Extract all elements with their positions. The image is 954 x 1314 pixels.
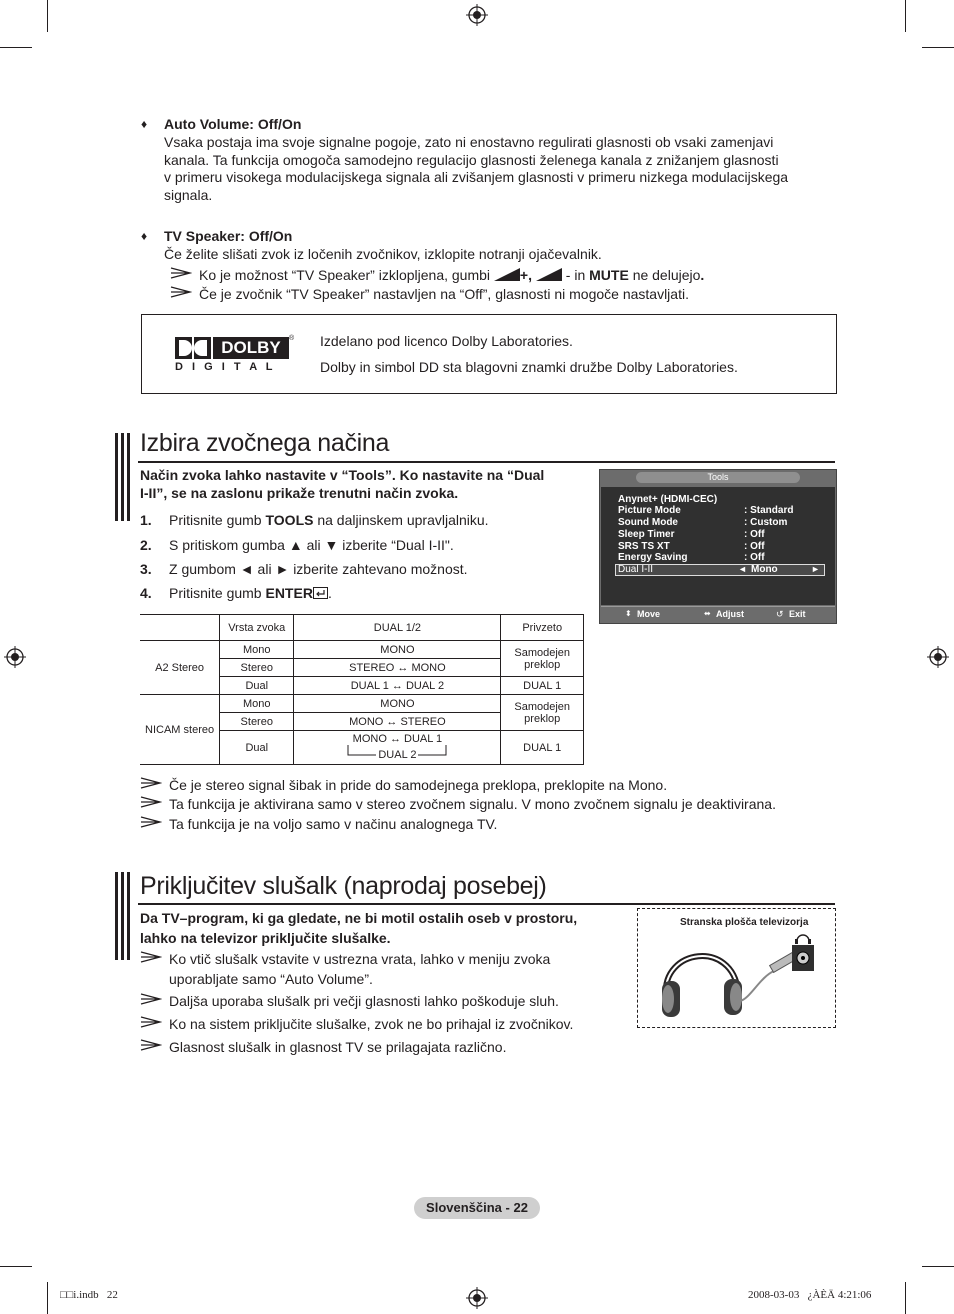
table-cell: A2 Stereo: [140, 641, 220, 695]
note-text: Ko je možnost “TV Speaker” izklopljena, gumbi: [199, 267, 491, 283]
note-text: .: [700, 267, 705, 283]
cycle-arrow-icon: [342, 733, 452, 763]
osd-right-arrow-icon: ►: [811, 564, 820, 574]
footer-timestamp: 2008-03-03 ¿ÀÈÄ 4:21:06: [748, 1289, 872, 1301]
osd-item[interactable]: Energy Saving: [618, 552, 688, 563]
table-header: Privzeto: [501, 615, 584, 641]
section2-note: Daljša uporaba slušalk pri večji glasnosti lahko poškoduje sluh.: [169, 993, 559, 1009]
note-arrow-icon: [140, 1016, 162, 1028]
osd-item-value: : Custom: [744, 517, 788, 528]
dolby-registered: ®: [289, 335, 295, 342]
note-arrow-icon: [170, 267, 192, 279]
crop-mark: [905, 0, 906, 32]
auto-volume-line: signala.: [164, 187, 213, 203]
table-cell: STEREO ↔ MONO: [294, 659, 501, 677]
tv-speaker-line: Če želite slišati zvok iz ločenih zvočnikov, izklopite notranji ojačevalnik.: [164, 246, 602, 262]
figure-label: Stranska plošča televizorja: [680, 917, 809, 928]
tools-key-label: TOOLS: [265, 512, 314, 528]
volume-up-icon: [494, 268, 520, 281]
dolby-line-2: Dolby in simbol DD sta blagovni znamki družbe Dolby Laboratories.: [320, 359, 738, 375]
dolby-digital-word: D I G I T A L: [175, 361, 276, 373]
osd-left-arrow-icon: ◄: [738, 564, 747, 574]
section1-intro: Način zvoka lahko nastavite v “Tools”. Ko nastavite na “Dual: [140, 467, 545, 483]
table-cell: DUAL 1 ↔ DUAL 2: [294, 677, 501, 695]
volume-down-icon: [536, 268, 562, 281]
osd-footer-move: Move: [637, 609, 661, 619]
heading-bar: [127, 872, 130, 960]
heading-bar: [127, 433, 130, 521]
dolby-word: DOLBY: [213, 337, 289, 359]
osd-item[interactable]: Sound Mode: [618, 517, 678, 528]
note-arrow-icon: [140, 816, 162, 828]
step-number: 2.: [140, 537, 152, 553]
osd-footer-exit: Exit: [789, 609, 806, 619]
table-cell: NICAM stereo: [140, 695, 220, 765]
enter-key-label: ENTER: [265, 585, 313, 601]
auto-volume-line: Vsaka postaja ima svoje signalne pogoje, zato ni enostavno regulirati glasnosti ob vsaki zamenjavi: [164, 134, 774, 150]
note-arrow-icon: [140, 993, 162, 1005]
osd-item-value: : Off: [744, 541, 765, 552]
table-header: DUAL 1/2: [294, 615, 501, 641]
section-title-headphones: Priključitev slušalk (naprodaj posebej): [140, 872, 547, 900]
dolby-line-1: Izdelano pod licenco Dolby Laboratories.: [320, 333, 573, 349]
section1-note: Če je stereo signal šibak in pride do samodejnega preklopa, preklopite na Mono.: [169, 777, 668, 793]
heading-bar: [121, 872, 124, 960]
step-text: Pritisnite gumb ENTER .: [169, 585, 332, 601]
note-arrow-icon: [140, 777, 162, 789]
crop-mark: [0, 47, 32, 48]
section2-note: uporabljate samo “Auto Volume”.: [169, 971, 373, 987]
section2-note: Glasnost slušalk in glasnost TV se prilagajata različno.: [169, 1039, 507, 1055]
heading-bar: [115, 872, 118, 960]
table-cell: Samodejen preklop: [501, 641, 584, 677]
osd-adjust-icon: ⬌: [704, 609, 711, 618]
osd-footer-adjust: Adjust: [716, 609, 744, 619]
table-cell: Dual: [220, 677, 294, 695]
table-cell: [294, 731, 501, 765]
mute-label: MUTE: [589, 267, 629, 283]
heading-bar: [115, 433, 118, 521]
crop-mark: [922, 47, 954, 48]
table-cell: Mono: [220, 695, 294, 713]
table-cell: Stereo: [220, 659, 294, 677]
table-header-blank: [140, 615, 220, 641]
note-arrow-icon: [170, 286, 192, 298]
section1-intro: I-II”, se na zaslonu prikaže trenutni način zvoka.: [140, 485, 459, 501]
note-text: +,: [519, 267, 532, 283]
dolby-logo: [175, 335, 293, 375]
table-cell: Samodejen preklop: [501, 695, 584, 731]
osd-selected-label: Dual I-II: [618, 564, 654, 575]
footer-file-info: □□i.indb 22: [60, 1289, 118, 1301]
auto-volume-line: kanala. Ta funkcija omogoča samodejno regulacijo glasnosti želenega kanala z znižanjem glasnosti: [164, 152, 779, 168]
table-header: Vrsta zvoka: [220, 615, 294, 641]
table-cell: MONO ↔ STEREO: [294, 713, 501, 731]
table-cell: Stereo: [220, 713, 294, 731]
note-text: - in: [565, 267, 586, 283]
step-number: 4.: [140, 585, 152, 601]
tv-speaker-note-2: Če je zvočnik “TV Speaker” nastavljen na “Off”, glasnosti ni mogoče nastavljati.: [199, 286, 689, 302]
section1-note: Ta funkcija je na voljo samo v načinu analognega TV.: [169, 816, 498, 832]
osd-selected-value: Mono: [751, 564, 778, 575]
section-title-sound-mode: Izbira zvočnega načina: [140, 429, 390, 457]
tv-speaker-note-1: [199, 266, 704, 284]
table-cell: DUAL 1: [501, 677, 584, 695]
section-underline: [138, 461, 835, 463]
dual-cycle-diagram: MONO ↔ DUAL 1 DUAL 2: [342, 733, 452, 763]
step-number: 1.: [140, 512, 152, 528]
crop-mark: [922, 1266, 954, 1267]
osd-exit-icon: ↺: [776, 609, 784, 619]
sound-mode-table: [140, 614, 584, 765]
osd-item[interactable]: Picture Mode: [618, 505, 681, 516]
table-cell: DUAL 1: [501, 731, 584, 765]
osd-item-value: : Standard: [744, 505, 794, 516]
osd-title: Tools: [707, 472, 729, 482]
step-text: Pritisnite gumb TOOLS na daljinskem upravljalniku.: [169, 512, 489, 528]
headphones-icon: [642, 929, 832, 1025]
headphone-figure: [637, 908, 836, 1028]
enter-icon: [313, 587, 328, 599]
section2-intro: Da TV–program, ki ga gledate, ne bi motil ostalih oseb v prostoru,: [140, 910, 578, 926]
auto-volume-line: v primeru visokega modulacijskega signala ali zvišanjem glasnosti v primeru nizkega modulacijskega: [164, 169, 789, 185]
osd-item[interactable]: Sleep Timer: [618, 529, 675, 540]
osd-item-value: : Off: [744, 529, 765, 540]
crop-mark: [47, 1282, 48, 1314]
registration-mark-icon: [927, 646, 949, 668]
table-cell: Dual: [220, 731, 294, 765]
dolby-license-box: [141, 314, 837, 394]
registration-mark-icon: [466, 1287, 488, 1309]
page-number-badge: Slovenščina - 22: [414, 1197, 540, 1219]
tools-osd-menu: [599, 469, 837, 624]
section1-note: Ta funkcija je aktivirana samo v stereo zvočnem signalu. V mono zvočnem signalu je deaktivirana.: [169, 796, 776, 812]
dolby-dd-icon: [175, 337, 211, 359]
note-text: ne delujejo: [632, 267, 701, 283]
registration-mark-icon: [466, 4, 488, 26]
crop-mark: [905, 1282, 906, 1314]
note-arrow-icon: [140, 1039, 162, 1051]
registration-mark-icon: [4, 646, 26, 668]
section-underline: [138, 903, 835, 905]
step-text: S pritiskom gumba ▲ ali ▼ izberite “Dual I-II".: [169, 537, 454, 553]
osd-item-value: : Off: [744, 552, 765, 563]
section2-intro: lahko na televizor priključite slušalke.: [140, 930, 391, 946]
osd-move-icon: ⬍: [625, 609, 632, 618]
tv-speaker-title: TV Speaker: Off/On: [164, 228, 293, 244]
heading-bar: [121, 433, 124, 521]
table-cell: MONO: [294, 641, 501, 659]
crop-mark: [47, 0, 48, 32]
bullet-icon: ♦: [141, 117, 148, 131]
bullet-icon: ♦: [141, 229, 148, 243]
step-number: 3.: [140, 561, 152, 577]
step-text: Z gumbom ◄ ali ► izberite zahtevano možnost.: [169, 561, 468, 577]
table-cell: Mono: [220, 641, 294, 659]
auto-volume-title: Auto Volume: Off/On: [164, 116, 302, 132]
osd-item[interactable]: SRS TS XT: [618, 541, 670, 552]
table-cell: MONO: [294, 695, 501, 713]
note-arrow-icon: [140, 796, 162, 808]
crop-mark: [0, 1266, 32, 1267]
note-arrow-icon: [140, 951, 162, 963]
section2-note: Ko na sistem priključite slušalke, zvok ne bo prihajal iz zvočnikov.: [169, 1016, 574, 1032]
osd-item[interactable]: Anynet+ (HDMI-CEC): [618, 494, 718, 505]
section2-note: Ko vtič slušalk vstavite v ustrezna vrata, lahko v meniju zvoka: [169, 951, 551, 967]
